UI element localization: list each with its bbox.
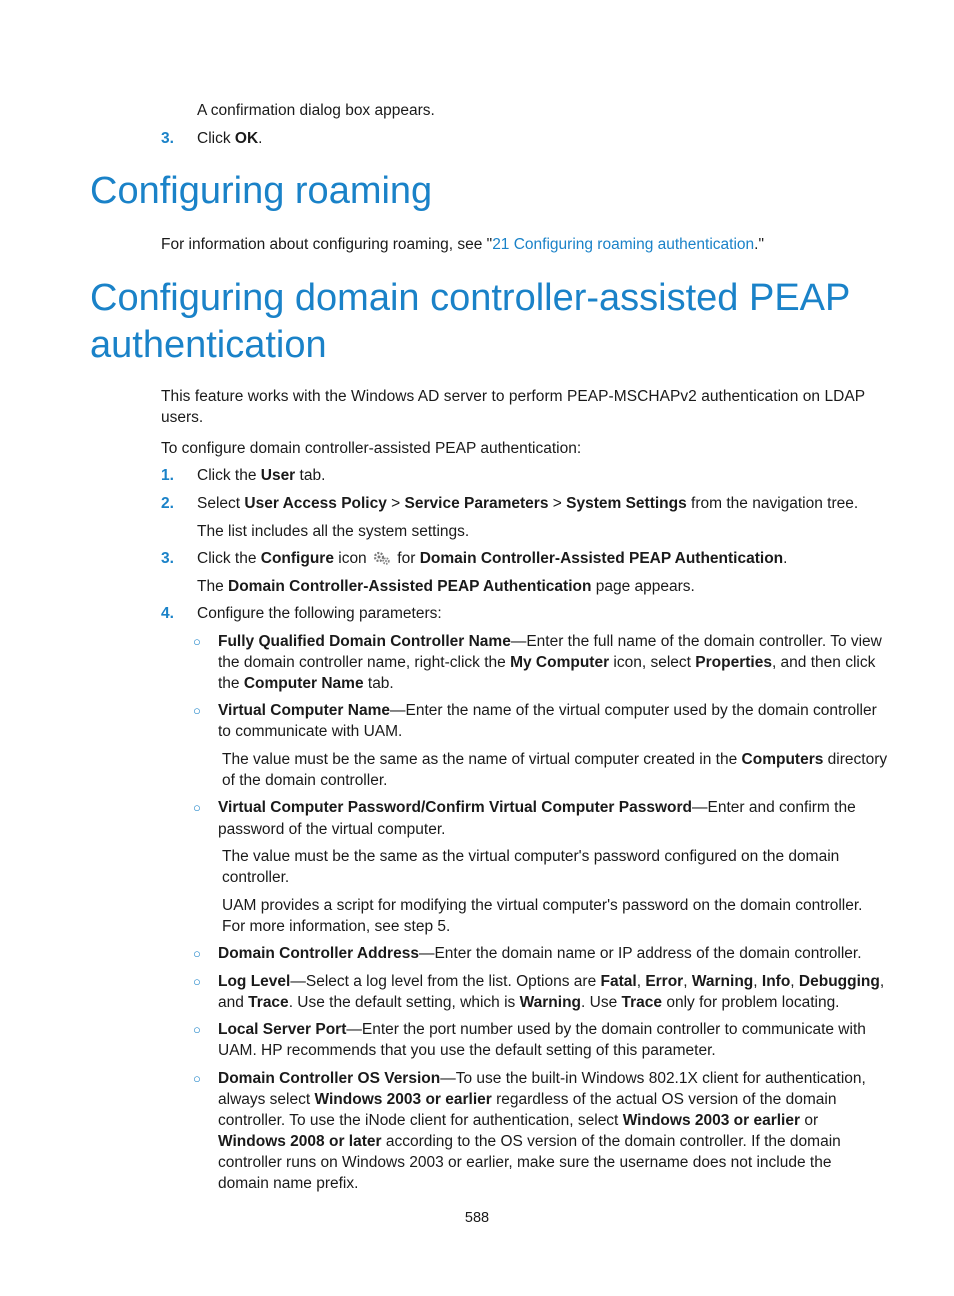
param-os-line: domain name prefix.: [218, 1175, 359, 1192]
param-vcn-line: Virtual Computer Name—Enter the name of the virtual computer used by the domain controller: [218, 702, 877, 719]
step-2-note: The list includes all the system settings.: [197, 523, 470, 540]
param-vcp-line: password of the virtual computer.: [218, 821, 446, 838]
bullet-icon: ○: [193, 1022, 201, 1037]
param-vcp-note: UAM provides a script for modifying the virtual computer's password on the domain controller.: [222, 897, 863, 914]
param-fqdn-line: the Computer Name tab.: [218, 675, 394, 692]
roaming-authentication-link[interactable]: 21 Configuring roaming authentication: [492, 236, 755, 253]
bullet-icon: ○: [193, 1071, 201, 1086]
param-vcn-note: of the domain controller.: [222, 772, 388, 789]
bullet-icon: ○: [193, 946, 201, 961]
param-log-line: and Trace. Use the default setting, which is Warning. Use Trace only for problem locating.: [218, 994, 840, 1011]
param-fqdn-line: Fully Qualified Domain Controller Name—Enter the full name of the domain controller. To view: [218, 633, 882, 650]
to-configure-text: To configure domain controller-assisted PEAP authentication:: [161, 440, 582, 457]
param-vcp-note: The value must be the same as the virtual computer's password configured on the domain: [222, 848, 840, 865]
param-dca-line: Domain Controller Address—Enter the domain name or IP address of the domain controller.: [218, 945, 862, 962]
ok-label: OK: [234, 130, 259, 147]
heading-configuring-roaming: Configuring roaming: [90, 170, 433, 212]
step-number: 3.: [161, 130, 174, 147]
user-tab-label: User: [260, 467, 296, 484]
param-os-line: controller. To use the iNode client for authentication, select Windows 2003 or earlier or: [218, 1112, 819, 1129]
bullet-icon: ○: [193, 800, 201, 815]
step-2-text: Select User Access Policy > Service Parameters > System Settings from the navigation tree.: [197, 495, 859, 512]
step-4-text: Configure the following parameters:: [197, 605, 442, 622]
param-vcp-line: Virtual Computer Password/Confirm Virtual Computer Password—Enter and confirm the: [218, 799, 856, 816]
param-vcn-line: to communicate with UAM.: [218, 723, 403, 740]
param-fqdn-line: the domain controller name, right-click the My Computer icon, select Properties, and then click: [218, 654, 876, 671]
param-os-line: Windows 2008 or later according to the OS version of the domain controller. If the domain: [218, 1133, 841, 1150]
configure-gear-icon: [373, 550, 391, 564]
param-lsp-line: UAM. HP recommends that you use the default setting of this parameter.: [218, 1042, 716, 1059]
param-log-line: Log Level—Select a log level from the list. Options are Fatal, Error, Warning, Info, Debugging,: [218, 973, 885, 990]
param-lsp-line: Local Server Port—Enter the port number used by the domain controller to communicate with: [218, 1021, 866, 1038]
bullet-icon: ○: [193, 703, 201, 718]
intro-line: This feature works with the Windows AD server to perform PEAP-MSCHAPv2 authentication on LDAP: [161, 388, 866, 405]
param-os-line: Domain Controller OS Version—To use the built-in Windows 802.1X client for authentication,: [218, 1070, 866, 1087]
step-number: 4.: [161, 605, 174, 622]
param-vcn-note: The value must be the same as the name of virtual computer created in the Computers directory: [222, 751, 888, 768]
bullet-icon: ○: [193, 634, 201, 649]
param-vcp-note: controller.: [222, 869, 290, 886]
step-number: 3.: [161, 550, 174, 567]
step-3-text: Click the Configure icon for Domain Controller-Assisted PEAP Authentication.: [197, 550, 788, 567]
heading-peap-line2: authentication: [90, 324, 327, 366]
step-number: 2.: [161, 495, 174, 512]
param-vcp-note: For more information, see step 5.: [222, 918, 451, 935]
param-os-line: controller runs on Windows 2003 or earlier, make sure the username does not include the: [218, 1154, 832, 1171]
heading-peap-line1: Configuring domain controller-assisted PEAP: [90, 277, 851, 319]
confirmation-text: A confirmation dialog box appears.: [197, 102, 435, 119]
bullet-icon: ○: [193, 974, 201, 989]
step-1-text: Click the User tab.: [197, 467, 326, 484]
param-os-line: always select Windows 2003 or earlier regardless of the actual OS version of the domain: [218, 1091, 837, 1108]
intro-line: users.: [161, 409, 204, 426]
roaming-paragraph: For information about configuring roaming, see "21 Configuring roaming authentication.": [161, 236, 764, 253]
step-number: 1.: [161, 467, 174, 484]
page-number: 588: [464, 1210, 490, 1226]
step-3-note: The Domain Controller-Assisted PEAP Authentication page appears.: [197, 578, 695, 595]
step-click-ok: Click OK.: [197, 130, 263, 147]
